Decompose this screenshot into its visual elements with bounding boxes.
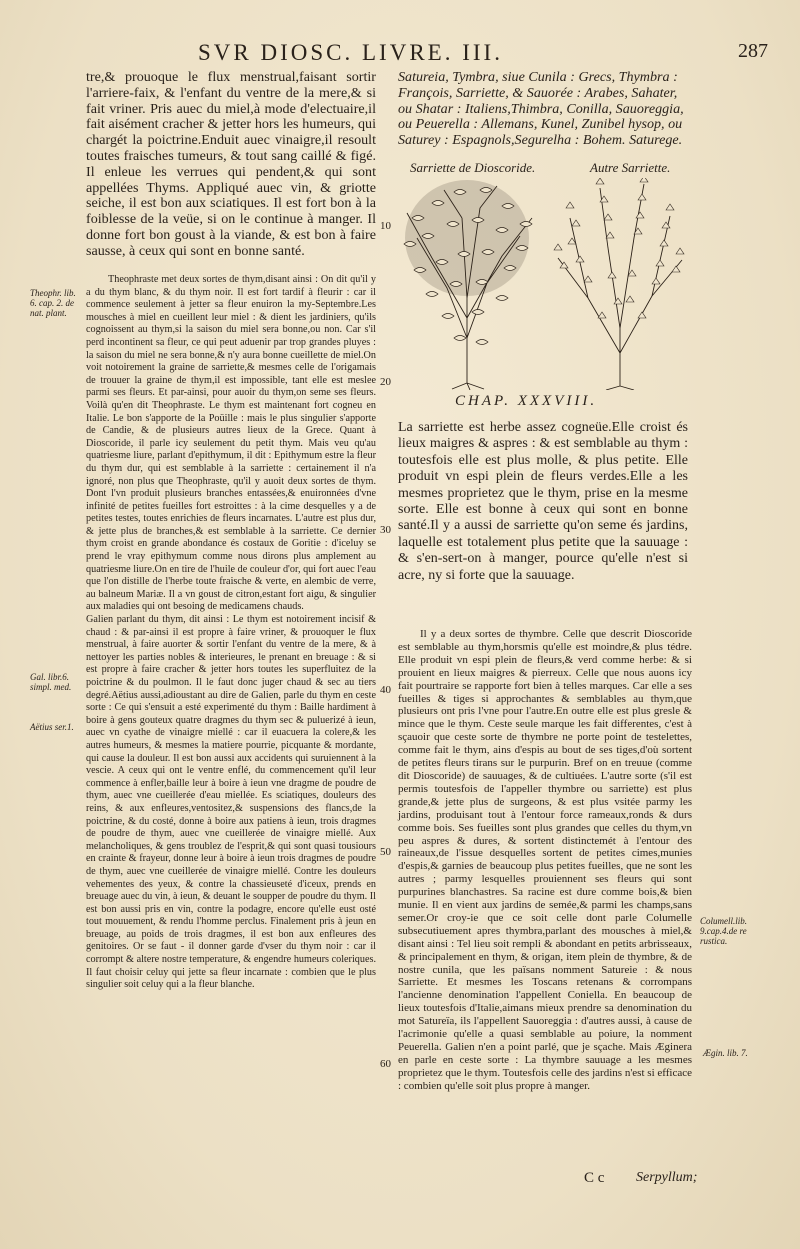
chapter-heading: CHAP. XXXVIII. — [455, 393, 598, 409]
running-title: SVR DIOSC. LIVRE. III. — [198, 40, 503, 65]
line-number-10: 10 — [380, 220, 391, 232]
line-number-20: 20 — [380, 376, 391, 388]
chapter-text-block — [398, 420, 688, 584]
page-number: 287 — [738, 40, 768, 62]
left-top-block — [86, 70, 376, 260]
right-synonyms-block — [398, 70, 690, 149]
right-commentary: Il y a deux sortes de thymbre. Celle que descrit Dioscoride est semblable au thym,horsmis qu'elle est moindre,& plus tédre. Elle produit vn espi plein de fleurs,& verd comme herbe: & si prouient en lieux maigres & pierreux. Celle que nous auons icy fait pourtraire se rapporte fort bien à telles marques. Car elle a ses fueilles & tiges si approchantes & semblables au thym,que plusieurs ont pris l'vne pour l'autre.En outre elle est plus gresle & mince que le thym. Ceste seule marque les fait differentes, c'est à sçauoir que ceste sorte de thymbre ne porte point de testelettes, comme fait le thym, ains d'espis au bout de ses tiges,d'où sortent de petites fleurs tirans sur le purpurin. Bref on en treuue (comme dit Dioscoride) de sauuages, & de cultiuées. L'autre sorte (s'il est permis toutesfois de l'appeller thymbre ou sarriette) est plus grande,& jette plus de surgeons, & est plus vsitée parmy les jardins, produisant tout à l'entour force rameaux,ronds & durs comme bois. Ses fueilles sont plus grandes que celles du thym,vn peu aspres & dures, & sortent distinctemét à l'entour des raineaux,de l'issue desquelles sortent de petites cimes,munies d'espis,& garnies de beaucoup plus petites fueilles, que ne sont les autres ; parmy lesquelles prouiennent ses fleurs qui sont purpurines blanchastres. Sa racine est dure comme bois,& bien munie. Il en vient aux jardins de semée,& parmi les champs,sans semer.Or croy-ie que ce soit celle dont parle Columelle subsecutiuement apres thymbra,parlant des mousches à miel,& disant ainsi : Tel lieu soit rempli & abondant en petits arbrisseaux, & principalement en thym, & origan, item plein de thymbre, & de nostre cunila, que les païsans nomment Satureie : & nous Sarriette. Et mesmes les Toscans retenans & corrompans l'ancienne denomination l'appellent Coniella. En beaucoup de lieux toutesfois d'Italie,aimans mieux prendre sa denomination du mot Satureïa, ils l'appellent Sauoreggia : d'autres aussi, à cause de l'acrimonie qu'elle a quasi semblable au poiure, la nomment Peuerella. Galien n'en a point parlé, que je sçache. Mais Æginera en parle en ceste sorte : La thymbre sauuage a les mesmes proprietez que le thym. Toutesfois celle des jardins n'est si efficace : combien qu'elle soit plus propre à manger. — [398, 628, 692, 1092]
catchword: Serpyllum; — [636, 1170, 698, 1185]
margin-note-aegineta: Ægin. lib. 7. — [703, 1048, 748, 1058]
right-main-column — [398, 628, 692, 1093]
figure-caption-right: Autre Sarriette. — [590, 160, 671, 175]
synonyms-text: Satureia, Tymbra, siue Cunila : Grecs, Thymbra : François, Sarriette, & Sauorée : Arabes, Sahater, ou Shatar : Italiens,Thimbra, Conilla, Sauoreggia, ou Peuerella : Allemans, Kunel, Zunibel hysop, ou Saturey : Espagnols,Segurelha : Bohem. Saturege. — [398, 69, 684, 149]
line-number-40: 40 — [380, 684, 391, 696]
margin-note-aetius: Aëtius ser.1. — [30, 722, 74, 732]
figure-caption-left: Sarriette de Dioscoride. — [410, 160, 536, 175]
woodcut-savory-dioscorides — [392, 178, 542, 390]
left-paragraph-2: Galien parlant du thym, dit ainsi : Le thym est notoirement incisif & chaud : & par-ainsi il est propre à faire vriner, & prouoquer le flux menstrual, à faire auorter & sortir l'enfant du ventre de la mere, & à nettoyer les parties nobles & interieures, le prenant en breuage : & si est propre à faire cracher & jetter hors toutes les superfluitez de la poictrine & du poulmon. Il le faut donc juger chaud & sec au tiers degré.Aëtius aussi,adioustant au dire de Galien, parle du thym en ceste sorte : Ce qui s'ensuit a esté experimenté du thym : Baille hardiment à boire à gens gouteux quatre dragmes du thym sec & puluerizé à ieun, auec vn cyathe de vinaigre miellé : car il euacuera la colere,& les autres humeurs, & mesmes la matiere pourrie, picquante & mordante, qui cause la douleur. Il est bon aussi aux accidents qui suruiennent à la vescie. A ceux qui ont le ventre enflé, du commencement qu'il leur commence à enfler,baille leur à boire à ieun vne dragme de poudre de thym, auec vne cueillerée d'eau miellée. Es sciatiques, douleurs des reins, & aux enfleures,ventositez,& suspensions des flancs,de la poictrine, & du costé, donne à boire aux patiens à ieun, trois dragmes de poudre de thym, auec vne cueillerée de vinaigre miellé. Aux melancholiques, & gens troublez de l'esprit,& qui sont quasi tousiours en crainte & frayeur, donne leur à boire à ieun trois dragmes de poudre de thym, auec vne cueillerée de vinaigre miellé. Contre les douleurs vehementes des yeux, & contre la chassieuseté d'iceux, prends en breuage auec du vin, à ieun, & deuant le soupper de poudre du thym. Il est bon aussi pris en vin, contre la podagre, encore qu'elle eust osté tout mouuement, & rendu l'homme perclus. Finalement pris à jeun en breuage, au poids de trois dragmes, il est bon aux enfleures des genitoires. Or se faut - il donner garde d'vser du thym noir : car il corrompt & altere nostre temperature, & engendre humeurs coleriques. Il faut choisir celuy qui jette sa fleur incarnate : combien que le plus singulier soit celuy qui a la fleur blanche. — [86, 614, 376, 991]
left-main-column — [86, 274, 376, 992]
line-number-30: 30 — [380, 524, 391, 536]
margin-note-columella: Columell.lib. 9.cap.4.de re rustica. — [700, 916, 747, 946]
line-number-60: 60 — [380, 1058, 391, 1070]
margin-note-theophrastus: Theophr. lib. 6. cap. 2. de nat. plant. — [30, 288, 76, 318]
margin-note-galen: Gal. libr.6. simpl. med. — [30, 672, 72, 692]
signature-mark: C c — [584, 1170, 605, 1186]
chapter-text: La sarriette est herbe assez cogneüe.Elle croist és lieux maigres & aspres : & est semblable au thym : toutesfois elle est plus molle, & plus petite. Elle produit vn espi plein de fleurs verdes.Elle a les mesmes proprietez que le thym, prise en la mesme sorte. Elle est bonne à ceux qui sont en bonne santé.Il y a aussi de sarriette qu'on seme és jardins, laquelle est totalement plus petite que la sauuage : & s'en-sert-on à manger, pource qu'elle n'est si acre, ny si forte que la sauuage. — [398, 420, 688, 583]
left-top-text: tre,& prouoque le flux menstrual,faisant sortir l'arriere-faix, & l'enfant du ventre de la mere,& si fait vriner. Pris auec du miel,à mode d'electuaire,il fait aisément cracher & jetter hors les humeurs, qui chargét la poictrine.Enduit auec vinaigre,il resoult toutes fraisches tumeurs, & tout sang caillé & figé. Il enleue les verrues qui pendent,& qui sont appellées Thyms. Appliqué auec vin, & griotte seiche, il est bon aux sciatiques. Il est fort bon à la foiblesse de la veüe, si on le continue à manger. Il donne fort bon goust à la viande, & est bon à faire sausse, à ceux qui sont en bonne santé. — [86, 69, 376, 259]
left-paragraph-1: Theophraste met deux sortes de thym,disant ainsi : On dit qu'il y a du thym blanc, & du thym noir. Il est fort tardif à fleurir : car il commence seulement à jetter sa fleur enuiron la my-Septembre.Les mousches à miel en cueillent leur miel : & dient les jardiniers, qu'ils cognoissent au thym,si la saison du miel sera bonne,ou non. Car s'il perd incontinent sa fleur, ce qui peut aduenir par trop grandes pluyes : la saison du miel ne sera bonne,& n'y aura bonne cueillette de miel.On voit notoirement la graine de sarriette,& mesmes celle de l'origamais de trouuer la graine de thym,il est impossible, tant elle est meslee parmi ses fleurs. Et par-ainsi, pour auoir du thym,on seme ses fleurs. Voilà qu'en dit Theophraste. Le thym est maintenant fort cogneu en Italie. Le bon s'apporte de la Poüille : mais le plus singulier s'apporte de Candie, & de plusieurs autres lieux de la Grece. Quant à Dioscoride, il parle icy seulement du petit thym. Mais veu qu'au quatriesme liure, parlant d'epithymum, il dit : Epithymum estre la fleur du thym dur, qui est semblable à la sarriette : certainement il n'a ignoré, non plus que Theophraste, qu'il y auoit deux sortes de thym. Dont l'vn produit plusieurs branches entassées,& enuironnées d'vne infinité de petites fueilles fort estroittes : à la cime desquelles y a de petites testes, toutes enrichies de fleurs incarnates. L'autre est plus dur, & jette plus de branches,& est semblable à la sarriette. Ce dernier thym croist en grande abondance és costaux de Goritie : d'iceluy se prend le vray epithymum comme nous dirons plus amplement au quatriesme liure.On en tire de l'huile de couleur d'or, qui fort auec l'eau que l'on distille de l'herbe toute fraische & verte, en alembic de verre, au balneum Mariæ. Il a vn goust de citron,estant fort aigu, & singulier aux maladies qui ont besoing de medicamens chauds. — [86, 274, 376, 613]
line-number-50: 50 — [380, 846, 391, 858]
page-header — [0, 40, 800, 70]
woodcut-other-savory — [548, 178, 692, 390]
